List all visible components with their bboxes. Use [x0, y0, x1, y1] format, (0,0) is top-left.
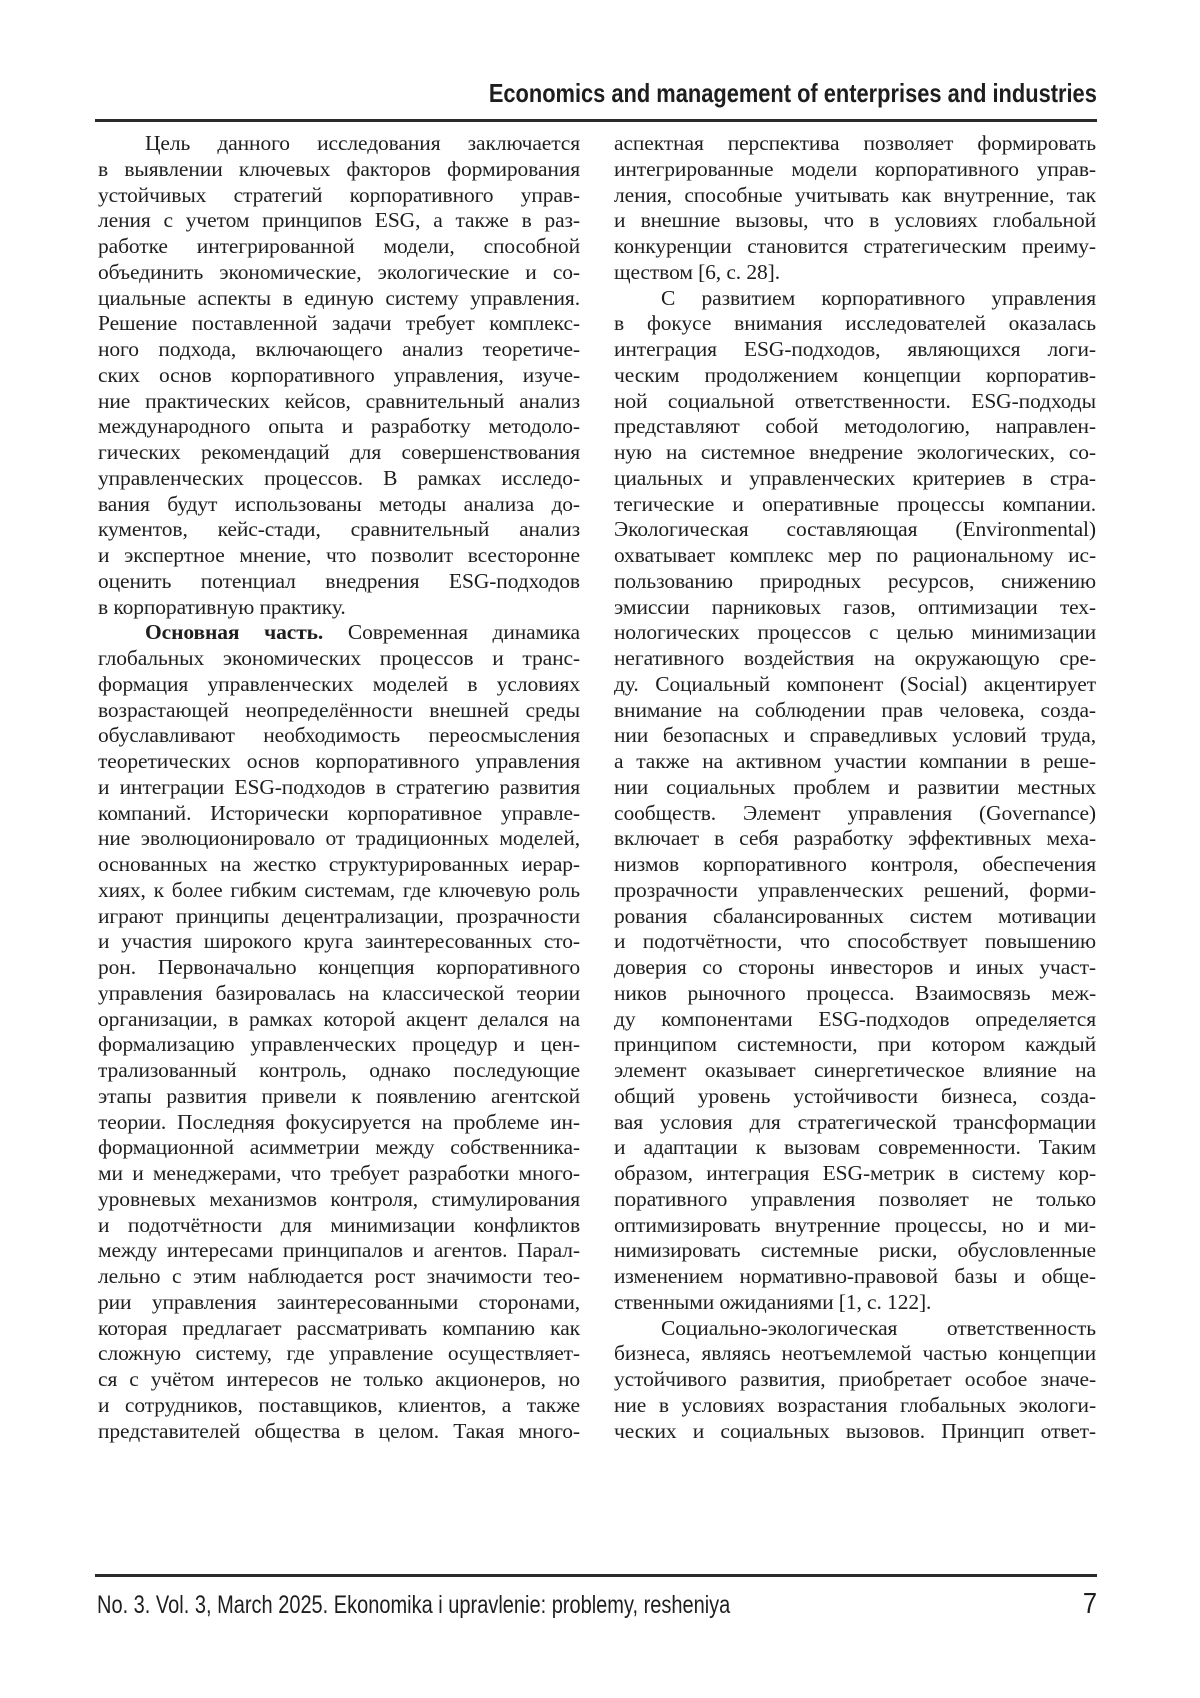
text-line: ду компонентами ESG-подходов определяется [614, 1006, 1096, 1031]
text-line: и подотчётности, что способствует повышению [614, 929, 1096, 954]
paragraph [98, 131, 580, 620]
text-line: а также на активном участии компании в реше- [614, 749, 1096, 773]
page-number: 7 [1082, 1588, 1097, 1620]
text-line: ников рыночного процесса. Взаимосвязь меж- [614, 980, 1096, 1005]
text-line: ного подхода, включающего анализ теоретиче- [98, 337, 580, 361]
text-line: основанных на жестко структурированных иерар- [98, 852, 580, 876]
text-line: ческих и социальных вызовов. Принцип ответ- [614, 1418, 1096, 1443]
paragraph [614, 131, 1096, 286]
text-line: между интересами принципалов и агентов. Парал- [98, 1238, 580, 1263]
text-line: компаний. Исторически корпоративное управле- [98, 800, 580, 825]
text-line: в выявлении ключевых факторов формирования [98, 156, 580, 181]
text-line: представляют собой методологию, направлен- [614, 414, 1096, 439]
text-line: вания будут использованы методы анализа до- [98, 491, 580, 516]
journal-citation: No. 3. Vol. 3, March 2025. Ekonomika i upravlenie: problemy, resheniya [97, 1591, 731, 1619]
text-line: рования сбалансированных систем мотивации [614, 903, 1096, 928]
text-line: Социально-экологическая ответственность [661, 1315, 1096, 1340]
text-line: С развитием корпоративного управления [661, 285, 1096, 310]
text-line: включает в себя разработку эффективных меха- [614, 826, 1096, 851]
text-line: рон. Первоначально концепция корпоративного [98, 955, 580, 979]
text-line: Экологическая составляющая (Environmental) [614, 517, 1096, 542]
text-line: ную на системное внедрение экологических, со- [614, 440, 1096, 464]
text-line: теории. Последняя фокусируется на проблеме ин- [98, 1109, 580, 1134]
text-line: ществом [6, с. 28]. [614, 259, 780, 284]
footer-rule [95, 1574, 1097, 1577]
paragraph [614, 286, 1096, 1316]
text-line: аспектная перспектива позволяет формировать [614, 131, 1096, 155]
text-line: ских основ корпоративного управления, изуче- [98, 362, 580, 387]
text-line: международного опыта и разработку методоло- [98, 414, 580, 439]
running-footer [97, 1588, 1097, 1621]
text-line: принципом системности, при котором каждый [614, 1032, 1096, 1057]
text-line: и подотчётности для минимизации конфликтов [98, 1212, 580, 1237]
paragraph [614, 1316, 1096, 1445]
text-line: организации, в рамках которой акцент делался на [98, 1006, 580, 1031]
text-line: управленческих процессов. В рамках исследо- [98, 465, 580, 490]
text-column-right [614, 131, 1096, 1444]
text-line: Основная часть. Современная динамика [145, 620, 580, 645]
text-line: негативного воздействия на окружающую сре- [614, 646, 1096, 670]
text-line: и адаптации к вызовам современности. Таким [614, 1135, 1096, 1160]
text-line: гических рекомендаций для совершенствования [98, 440, 580, 464]
text-line: сложную систему, где управление осуществляет- [98, 1341, 580, 1366]
text-line: ми и менеджерами, что требует разработки много- [98, 1161, 580, 1185]
text-line: теоретических основ корпоративного управления [98, 749, 580, 773]
text-line: работке интегрированной модели, способной [98, 234, 580, 258]
text-line: вая условия для стратегической трансформации [614, 1109, 1096, 1134]
text-line: прозрачности управленческих решений, форми- [614, 877, 1096, 902]
header-rule [95, 119, 1097, 122]
text-line: в корпоративную практику. [98, 594, 346, 619]
text-line: в фокусе внимания исследователей оказалась [614, 311, 1096, 336]
text-line: ственными ожиданиями [1, с. 122]. [614, 1289, 932, 1314]
text-line: оценить потенциал внедрения ESG-подходов [98, 568, 580, 593]
text-line: низмов корпоративного контроля, обеспечения [614, 852, 1096, 876]
text-line: формализацию управленческих процедур и цен- [98, 1032, 580, 1057]
text-line: образом, интеграция ESG-метрик в систему кор- [614, 1161, 1096, 1185]
text-line: играют принципы децентрализации, прозрачности [98, 903, 580, 928]
text-line: ние эволюционировало от традиционных моделей, [98, 826, 580, 851]
text-line: сообществ. Элемент управления (Governance) [614, 800, 1096, 825]
text-line: этапы развития привели к появлению агентской [98, 1083, 580, 1108]
text-line: охватывает комплекс мер по рациональному ис- [614, 543, 1096, 567]
text-line: формация управленческих моделей в условиях [98, 671, 580, 696]
text-line: нии безопасных и справедливых условий труда, [614, 723, 1096, 748]
text-line: элемент оказывает синергетическое влияние на [614, 1058, 1096, 1082]
text-line: и сотрудников, поставщиков, клиентов, а также [98, 1392, 580, 1417]
text-line: эмиссии парниковых газов, оптимизации тех- [614, 594, 1096, 619]
text-line: интеграция ESG-подходов, являющихся логи- [614, 337, 1096, 361]
text-line: пользованию природных ресурсов, снижению [614, 568, 1096, 593]
article-body [98, 131, 1097, 1444]
text-line: устойчивых стратегий корпоративного управ- [98, 182, 580, 207]
text-line: и внешние вызовы, что в условиях глобальной [614, 208, 1096, 233]
text-line: лельно с этим наблюдается рост значимости тео- [98, 1264, 580, 1288]
text-line: тегические и оперативные процессы компании. [614, 491, 1096, 516]
text-line: глобальных экономических процессов и транс- [98, 646, 580, 670]
text-line: возрастающей неопределённости внешней среды [98, 697, 580, 722]
text-line: ления с учетом принципов ESG, а также в раз- [98, 208, 580, 233]
text-line: трализованный контроль, однако последующие [98, 1058, 580, 1082]
text-line: доверия со стороны инвесторов и иных участ- [614, 955, 1096, 979]
text-line: нии социальных проблем и развитии местных [614, 774, 1096, 799]
text-line: внимание на соблюдении прав человека, созда- [614, 697, 1096, 722]
text-line: устойчивого развития, приобретает особое значе- [614, 1367, 1096, 1391]
text-column-left [98, 131, 580, 1444]
paragraph [98, 620, 580, 1444]
text-line: ние в условиях возрастания глобальных экологи- [614, 1392, 1096, 1417]
text-line: нологических процессов с целью минимизации [614, 620, 1096, 645]
text-line: поративного управления позволяет не только [614, 1186, 1096, 1211]
text-line: управления базировалась на классической теории [98, 980, 580, 1005]
text-line: и участия широкого круга заинтересованных сто- [98, 929, 580, 954]
text-line: общий уровень устойчивости бизнеса, созда- [614, 1083, 1096, 1108]
text-line: бизнеса, являясь неотъемлемой частью концепции [614, 1341, 1096, 1366]
text-line: ду. Социальный компонент (Social) акцентирует [614, 671, 1096, 696]
text-line: циальные аспекты в единую систему управления. [98, 285, 580, 310]
text-line: изменением нормативно-правовой базы и обще- [614, 1264, 1096, 1288]
text-line: уровневых механизмов контроля, стимулирования [98, 1186, 580, 1211]
text-line: циальных и управленческих критериев в стра- [614, 465, 1096, 490]
text-line: обуславливают необходимость переосмысления [98, 723, 580, 748]
text-line: ческим продолжением концепции корпоратив- [614, 362, 1096, 387]
text-line: интегрированные модели корпоративного управ- [614, 156, 1096, 181]
text-line: ние практических кейсов, сравнительный анализ [98, 388, 580, 413]
text-line: рии управления заинтересованными сторонами, [98, 1289, 580, 1314]
text-line: ся с учётом интересов не только акционеров, но [98, 1367, 580, 1391]
text-line: ления, способные учитывать как внутренние, так [614, 182, 1096, 207]
text-line: и экспертное мнение, что позволит всесторонне [98, 543, 580, 567]
journal-section-title: Economics and management of enterprises and industries [488, 78, 1097, 108]
text-line: ной социальной ответственности. ESG-подходы [614, 388, 1096, 413]
text-line: Цель данного исследования заключается [145, 131, 580, 155]
text-line: нимизировать системные риски, обусловленные [614, 1238, 1096, 1263]
text-line: Решение поставленной задачи требует комплекс- [98, 311, 580, 336]
text-line: оптимизировать внутренние процессы, но и ми- [614, 1212, 1096, 1237]
text-line: конкуренции становится стратегическим преиму- [614, 234, 1096, 258]
text-line: формационной асимметрии между собственника- [98, 1135, 580, 1160]
text-line: объединить экономические, экологические и со- [98, 259, 580, 284]
text-line: кументов, кейс-стади, сравнительный анализ [98, 517, 580, 542]
running-header [97, 78, 1097, 108]
text-line: и интеграции ESG-подходов в стратегию развития [98, 774, 580, 799]
text-line: представителей общества в целом. Такая много- [98, 1418, 580, 1443]
bold-run: Основная часть. [145, 620, 324, 645]
text-line: которая предлагает рассматривать компанию как [98, 1315, 580, 1340]
text-line: хиях, к более гибким системам, где ключевую роль [98, 877, 580, 902]
